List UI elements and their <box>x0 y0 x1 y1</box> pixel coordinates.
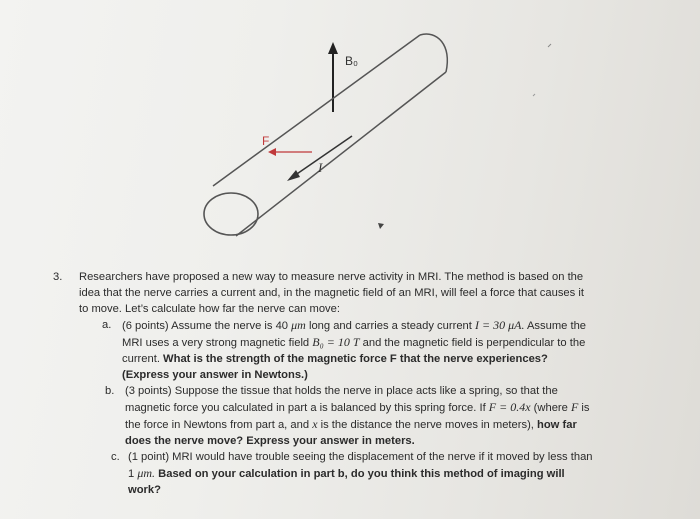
cylinder-top-edge <box>213 35 420 186</box>
problem-number: 3. <box>53 271 63 283</box>
problem-intro: Researchers have proposed a new way to measure nerve activity in MRI. The method is based on the idea that the nerve carries a current and, in the magnetic field of an MRI, will feel a force that causes it to move. Let’s calculate how far the nerve can move: <box>79 271 584 315</box>
part-b-letter: b. <box>105 385 115 397</box>
part-a-text-3: Assume the MRI uses a very strong magnetic field <box>122 320 587 349</box>
part-b-text-4: is the distance the nerve moves in meters), <box>317 419 538 431</box>
part-a-text-4: and the magnetic field is perpendicular to the current. <box>122 337 586 365</box>
part-b <box>105 383 593 449</box>
part-b-text-1: (3 points) Suppose the tissue that holds the nerve in place acts like a spring, so that the magnetic force you calculated in part a is balanced by this spring force. If <box>125 385 558 414</box>
part-a-question: What is the strength of the magnetic force F that the nerve experiences? (Express your answer in Newtons.) <box>122 353 548 381</box>
part-b-math-3: x <box>312 417 318 431</box>
part-c-question: Based on your calculation in part b, do you think this method of imaging will work? <box>128 468 565 496</box>
part-b-math-2: F <box>570 400 579 414</box>
part-a-letter: a. <box>102 319 112 331</box>
part-a-text-1: (6 points) Assume the nerve is 40 <box>122 320 292 332</box>
force-arrow-head <box>268 148 276 156</box>
cylinder-near-end <box>204 193 258 235</box>
part-c-text-1: (1 point) MRI would have trouble seeing the displacement of the nerve if it moved by less than 1 <box>128 451 593 480</box>
part-c-letter: c. <box>111 451 120 463</box>
current-label: I <box>318 160 323 175</box>
part-b-text-3: is the force in Newtons from part a, and <box>125 402 590 431</box>
part-a-math-2: I = 30 μA. <box>475 318 525 332</box>
field-label: B₀ <box>345 54 358 68</box>
current-arrow-head <box>287 170 300 181</box>
part-a <box>102 317 593 383</box>
stray-mark-2 <box>548 44 551 47</box>
part-a-math-1: μm <box>291 318 306 332</box>
problem-3 <box>53 269 593 498</box>
stray-mark-3 <box>533 94 535 96</box>
stray-mark <box>378 223 384 229</box>
part-a-text-2: long and carries a steady current <box>305 320 475 332</box>
part-b-math-1: F = 0.4x <box>488 400 531 414</box>
part-b-question: how far does the nerve move? Express your answer in meters. <box>125 419 577 447</box>
cylinder-far-end <box>420 34 447 72</box>
part-c-math-1: μm. <box>137 466 156 480</box>
force-label: F <box>262 134 270 148</box>
field-arrow-head <box>328 42 338 54</box>
part-a-math-3: B₀ = 10 T <box>312 335 360 349</box>
part-b-text-2: (where <box>530 402 571 414</box>
part-c <box>111 449 593 498</box>
cylinder-bottom-edge <box>236 72 446 236</box>
